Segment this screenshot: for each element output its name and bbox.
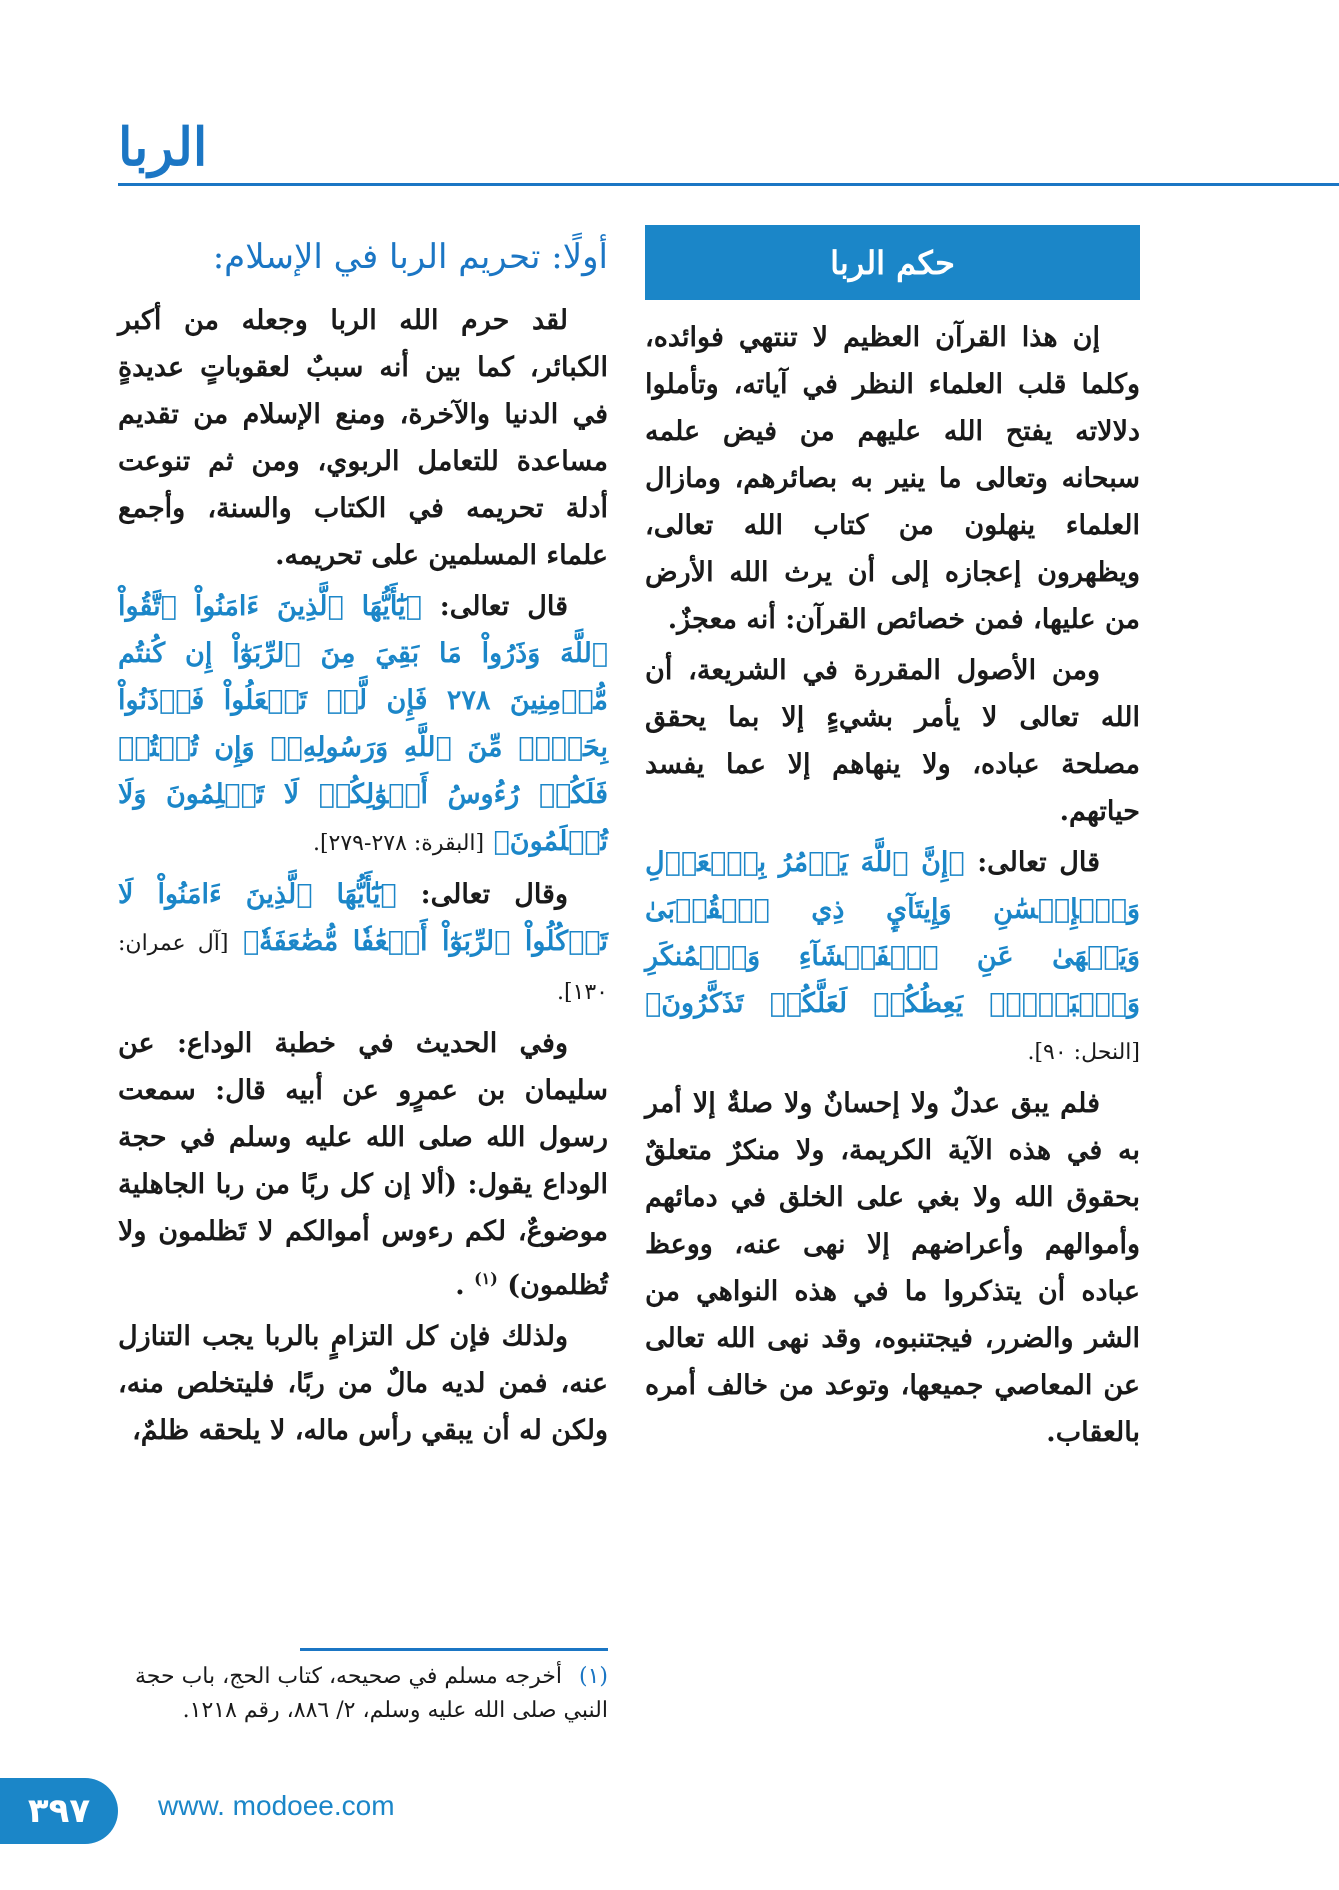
- footnote-text: أخرجه مسلم في صحيحه، كتاب الحج، باب حجة النبي صلى الله عليه وسلم، ٢/ ٨٨٦، رقم ١٢١٨.: [135, 1664, 608, 1723]
- verse-intro: قال تعالى:: [421, 591, 568, 622]
- left-paragraph-3: [118, 871, 608, 1016]
- verse-reference: [البقرة: ٢٧٨-٢٧٩].: [312, 831, 485, 856]
- verse-reference: [النحل: ٩٠].: [1027, 1040, 1140, 1065]
- footer-url-link[interactable]: www. modoee.com: [158, 1790, 395, 1821]
- page-header-title: الربا: [118, 117, 208, 178]
- page-number-badge: [0, 1778, 118, 1844]
- right-paragraph-2: ومن الأصول المقررة في الشريعة، أن الله تعالى لا يأمر بشيءٍ إلا بما يحقق مصلحة عباده، ولا ينهاهم إلا عما يفسد حياتهم.: [645, 655, 1140, 827]
- right-paragraph-4: فلم يبق عدلٌ ولا إحسانٌ ولا صلةٌ إلا أمر به في هذه الآية الكريمة، ولا منكرٌ متعلقٌ بحقوق الله ولا بغي على الخلق في دمائهم وأموالهم وأعراضهم إلا نهى عنه، ووعظ عباده أن يتذكروا ما في هذه النواهي من الشر والضرر، فيجتنبوه، وقد نهى الله تعالى عن المعاصي جميعها، وتوعد من خالف أمره بالعقاب.: [645, 1088, 1140, 1448]
- subsection-title: أولًا: تحريم الربا في الإسلام:: [212, 237, 608, 277]
- hadith-end: .: [455, 1270, 465, 1301]
- footnote-number: (١): [578, 1664, 608, 1689]
- verse-reference: [آل عمران: ١٣٠].: [118, 931, 608, 1005]
- quran-verse: ﴿إِنَّ ٱللَّهَ يَأۡمُرُ بِٱلۡعَدۡلِ وَٱلۡإِحۡسَٰنِ وَإِيتَآيِٕ ذِي ٱلۡقُرۡبَىٰ وَيَنۡهَىٰ عَنِ ٱلۡفَحۡشَآءِ وَٱلۡمُنكَرِ وَٱلۡبَغۡيِۚ يَعِظُكُمۡ لَعَلَّكُمۡ تَذَكَّرُونَ﴾: [645, 847, 1140, 1019]
- left-paragraph-2: [118, 583, 608, 867]
- hadith-quote: (ألا إن كل ربًا من ربا الجاهلية موضوعٌ، لكم رءوس أموالكم لا تَظلمون ولا تُظلمون): [118, 1169, 608, 1301]
- hadith-intro: وفي الحديث في خطبة الوداع: عن سليمان بن عمرٍو عن أبيه قال: سمعت رسول الله صلى الله عليه وسلم في حجة الوداع يقول:: [118, 1028, 608, 1200]
- page-number: ٣٩٧: [27, 1791, 91, 1831]
- quran-verse: ﴿يَٰٓأَيُّهَا ٱلَّذِينَ ءَامَنُواْ لَا تَأۡكُلُواْ ٱلرِّبَوٰٓاْ أَضۡعَٰفٗا مُّضَٰعَفَةٗ﴾: [118, 879, 608, 957]
- section-heading: [645, 225, 1140, 300]
- left-column: [118, 225, 608, 1458]
- footnote: [118, 1660, 608, 1728]
- left-paragraph-5: ولذلك فإن كل التزامٍ بالربا يجب التنازل عنه، فمن لديه مالٌ من ربًا، فليتخلص منه، ولكن له أن يبقي رأس ماله، لا يلحقه ظلمٌ،: [118, 1321, 608, 1446]
- right-paragraph-1: إن هذا القرآن العظيم لا تنتهي فوائده، وكلما قلب العلماء النظر في آياته، وتأملوا دلالاته يفتح الله عليهم من فيض علمه سبحانه وتعالى ما ينير به بصائرهم، ومازال العلماء ينهلون من كتاب الله تعالى، ويظهرون إعجازه إلى أن يرث الله الأرض من عليها، فمن خصائص القرآن: أنه معجزٌ.: [645, 322, 1140, 635]
- section-heading-label: حكم الربا: [830, 243, 955, 282]
- verse-intro: قال تعالى:: [964, 847, 1101, 878]
- footnote-marker[interactable]: (١): [474, 1269, 498, 1288]
- quran-verse: ﴿يَٰٓأَيُّهَا ٱلَّذِينَ ءَامَنُواْ ٱتَّقُواْ ٱللَّهَ وَذَرُواْ مَا بَقِيَ مِنَ ٱلرِّبَوٰٓاْ إِن كُنتُم مُّؤۡمِنِينَ ٢٧٨ فَإِن لَّمۡ تَفۡعَلُواْ فَأۡذَنُواْ بِحَرۡبٖ مِّنَ ٱللَّهِ وَرَسُولِهِۦۖ وَإِن تُبۡتُمۡ فَلَكُمۡ رُءُوسُ أَمۡوَٰلِكُمۡ لَا تَظۡلِمُونَ وَلَا تُظۡلَمُونَ﴾: [118, 591, 608, 857]
- right-paragraph-3: [645, 839, 1140, 1076]
- left-paragraph-1: لقد حرم الله الربا وجعله من أكبر الكبائر، كما بين أنه سببٌ لعقوباتٍ عديدةٍ في الدنيا والآخرة، ومنع الإسلام من تقديم مساعدة للتعامل الربوي، ومن ثم تنوعت أدلة تحريمه في الكتاب والسنة، وأجمع علماء المسلمين على تحريمه.: [118, 305, 608, 571]
- right-column: [645, 225, 1140, 1460]
- header-rule: [118, 183, 1339, 186]
- left-paragraph-4: [118, 1020, 608, 1309]
- footnote-rule: [300, 1648, 608, 1651]
- verse-intro: وقال تعالى:: [396, 879, 568, 910]
